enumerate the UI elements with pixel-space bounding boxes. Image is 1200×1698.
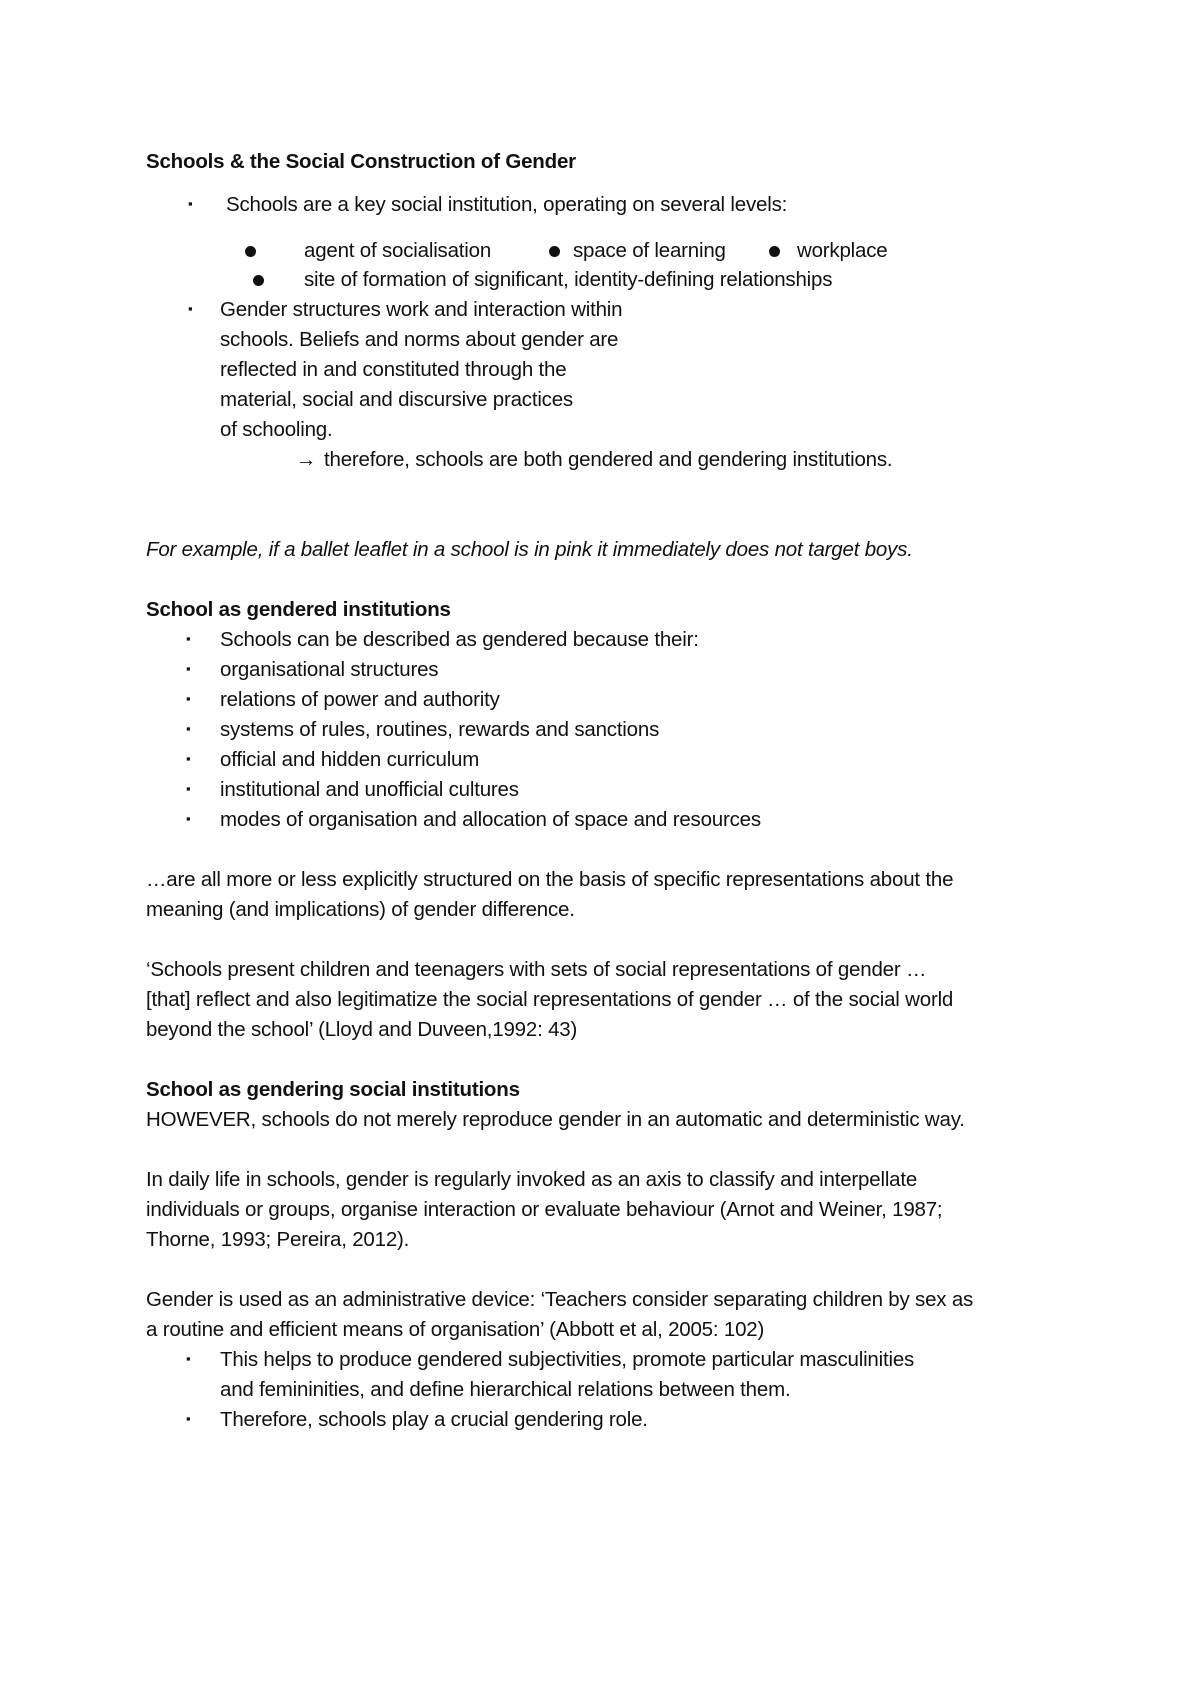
sub-bullet-dot	[549, 246, 560, 257]
sub-bullet-dot	[769, 246, 780, 257]
admin-text: Gender is used as an administrative device: ‘Teachers consider separating children by sex as	[146, 1288, 974, 1311]
daily-text: individuals or groups, organise interaction or evaluate behaviour (Arnot and Weiner, 1987;	[146, 1198, 943, 1221]
admin-text: a routine and efficient means of organisation’ (Abbott et al, 2005: 102)	[146, 1318, 765, 1341]
gendering-bullet-1: and femininities, and define hierarchical relations between them.	[220, 1378, 791, 1401]
intro-bullet-2-line: reflected in and constituted through the	[220, 358, 567, 381]
daily-text: In daily life in schools, gender is regularly invoked as an axis to classify and interpellate	[146, 1168, 918, 1191]
list-item: relations of power and authority	[220, 688, 500, 711]
example-text: For example, if a ballet leaflet in a school is in pink it immediately does not target boys.	[146, 538, 913, 561]
bullet-marker: ▪	[186, 1411, 191, 1426]
intro-bullet-2-line: of schooling.	[220, 418, 333, 441]
list-item: systems of rules, routines, rewards and sanctions	[220, 718, 660, 741]
quote-text: [that] reflect and also legitimatize the social representations of gender … of the social world	[146, 988, 954, 1011]
page-title: Schools & the Social Construction of Gender	[146, 150, 576, 173]
gendering-bullet-2: Therefore, schools play a crucial gendering role.	[220, 1408, 648, 1431]
sub-item-agent: agent of socialisation	[304, 239, 492, 262]
bullet-marker: ▪	[186, 691, 191, 706]
gendering-bullet-1: This helps to produce gendered subjectivities, promote particular masculinities	[220, 1348, 915, 1371]
bullet-marker: ▪	[186, 811, 191, 826]
sub-item-site: site of formation of significant, identity-defining relationships	[304, 268, 833, 291]
intro-conclusion: therefore, schools are both gendered and gendering institutions.	[324, 448, 893, 471]
daily-text: Thorne, 1993; Pereira, 2012).	[146, 1228, 410, 1251]
sub-bullet-dot	[253, 275, 264, 286]
bullet-marker: ▪	[186, 661, 191, 676]
intro-bullet-2-line: material, social and discursive practices	[220, 388, 573, 411]
after-list-text: …are all more or less explicitly structured on the basis of specific representations about the	[146, 868, 954, 891]
list-item: organisational structures	[220, 658, 439, 681]
list-item: Schools can be described as gendered because their:	[220, 628, 699, 651]
section-heading-gendering: School as gendering social institutions	[146, 1078, 520, 1101]
sub-item-space: space of learning	[573, 239, 726, 262]
intro-bullet-1: Schools are a key social institution, operating on several levels:	[226, 193, 788, 216]
bullet-marker: ▪	[186, 631, 191, 646]
section-heading-gendered: School as gendered institutions	[146, 598, 451, 621]
after-list-text: meaning (and implications) of gender difference.	[146, 898, 575, 921]
list-item: modes of organisation and allocation of space and resources	[220, 808, 761, 831]
bullet-marker: ▪	[186, 781, 191, 796]
bullet-marker: ▪	[186, 721, 191, 736]
bullet-marker: ▪	[188, 301, 193, 316]
intro-bullet-2-line: schools. Beliefs and norms about gender are	[220, 328, 619, 351]
bullet-marker: ▪	[188, 196, 193, 211]
sub-item-workplace: workplace	[797, 239, 888, 262]
intro-bullet-2-line: Gender structures work and interaction within	[220, 298, 623, 321]
bullet-marker: ▪	[186, 751, 191, 766]
however-text: HOWEVER, schools do not merely reproduce gender in an automatic and deterministic way.	[146, 1108, 965, 1131]
sub-bullet-dot	[245, 246, 256, 257]
arrow-icon: →	[296, 448, 317, 471]
list-item: institutional and unofficial cultures	[220, 778, 519, 801]
list-item: official and hidden curriculum	[220, 748, 480, 771]
quote-text: beyond the school’ (Lloyd and Duveen,1992: 43)	[146, 1018, 578, 1041]
bullet-marker: ▪	[186, 1351, 191, 1366]
quote-text: ‘Schools present children and teenagers with sets of social representations of gender …	[146, 958, 927, 981]
